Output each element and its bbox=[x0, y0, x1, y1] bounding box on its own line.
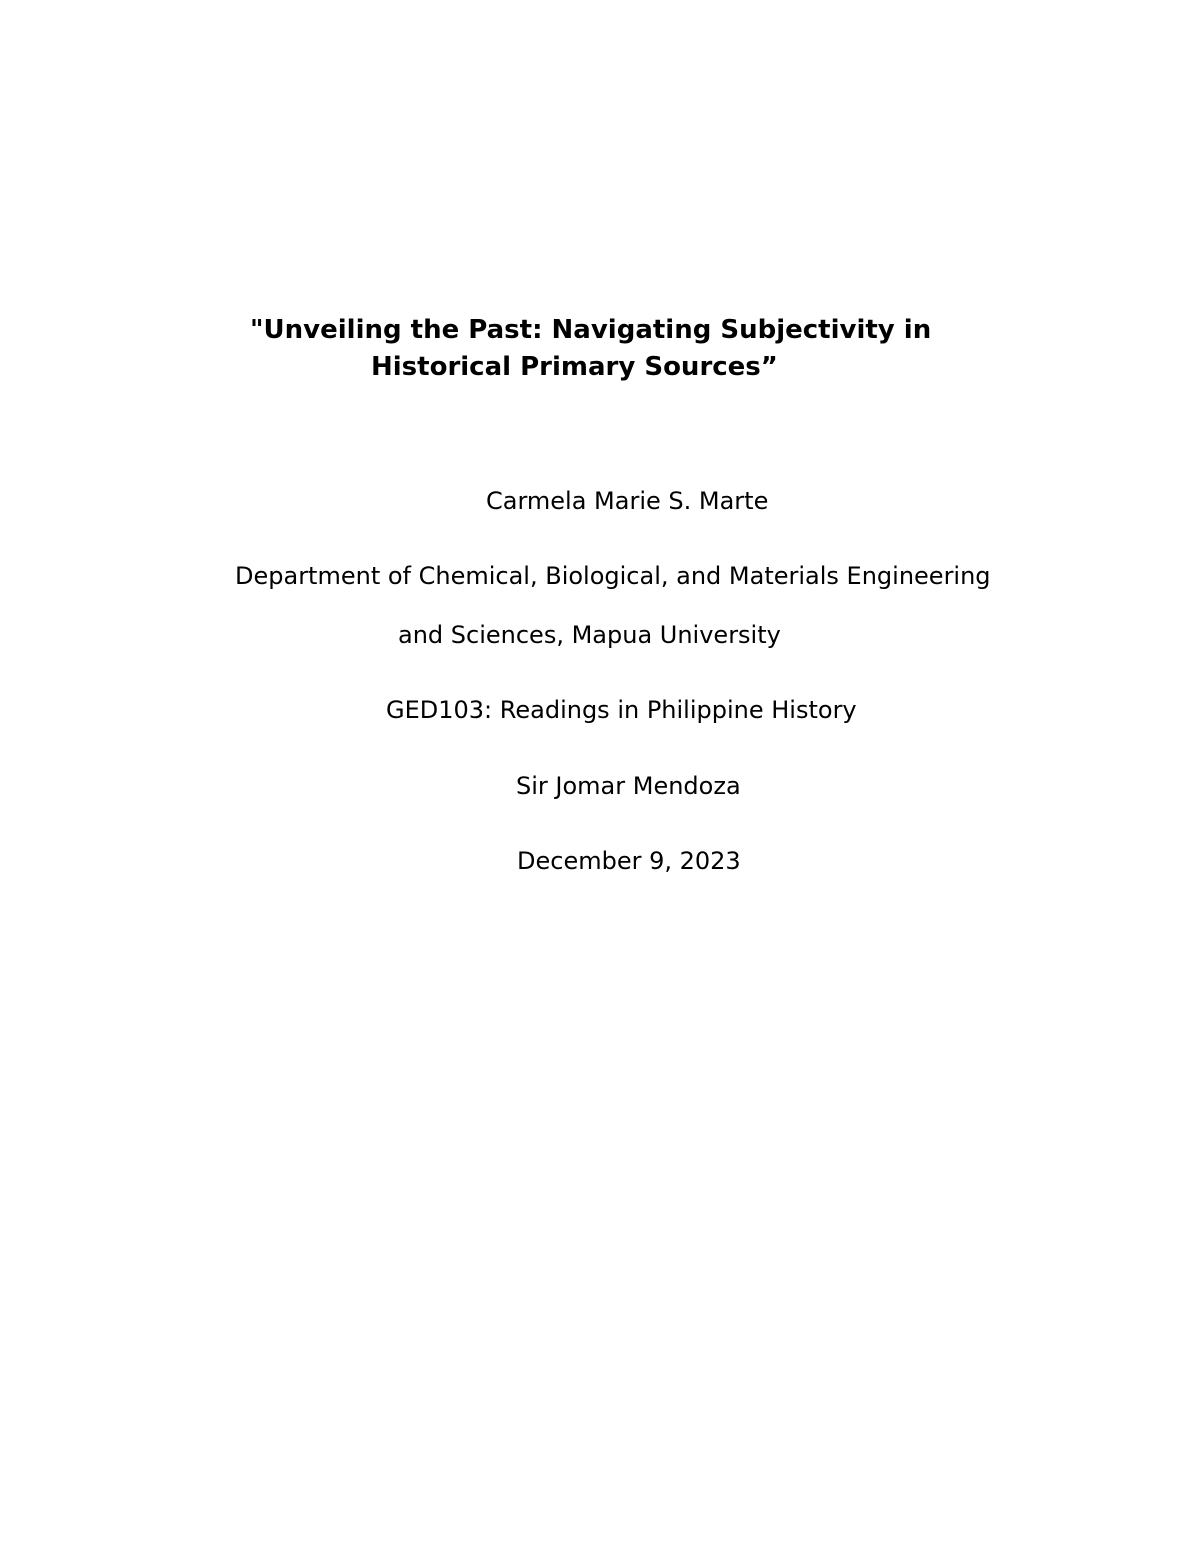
course-name: GED103: Readings in Philippine History bbox=[386, 696, 857, 724]
submission-date: December 9, 2023 bbox=[517, 847, 741, 875]
department-line-1: Department of Chemical, Biological, and Materials Engineering bbox=[235, 562, 991, 590]
instructor-name: Sir Jomar Mendoza bbox=[516, 772, 741, 800]
author-name: Carmela Marie S. Marte bbox=[486, 487, 769, 515]
paper-title-line-2: Historical Primary Sources” bbox=[371, 352, 778, 382]
department-line-2: and Sciences, Mapua University bbox=[398, 621, 781, 649]
paper-title-line-1: "Unveiling the Past: Navigating Subjectivity in bbox=[250, 315, 932, 345]
